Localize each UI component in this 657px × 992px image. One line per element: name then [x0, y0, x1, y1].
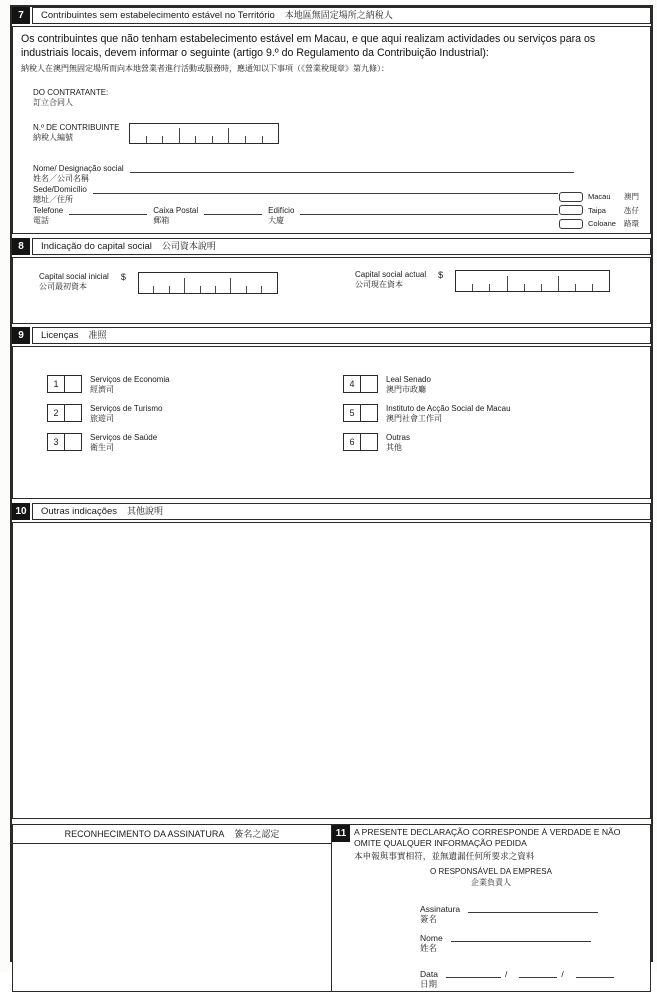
- declaration-text-zh: 本申報與事實相符，並無遺漏任何所要求之資料: [354, 851, 535, 861]
- capital-inicial-field[interactable]: [138, 272, 278, 294]
- licenca-2-label: [90, 404, 162, 424]
- licenca-2-box: [47, 404, 82, 422]
- section-10-number-badge: 10: [12, 503, 30, 520]
- responsavel-label-zh: 企業負責人: [471, 878, 511, 887]
- edificio-label-pt: Edifício: [268, 206, 295, 215]
- section-10-header: [12, 503, 651, 520]
- capital-inicial-currency: $: [120, 272, 126, 282]
- licenca-3-label-zh: 衛生司: [90, 443, 114, 452]
- licenca-6-label-zh: 其他: [386, 443, 402, 452]
- declaration-box: [331, 824, 651, 992]
- licenca-item-saude: [47, 433, 299, 453]
- caixa-postal-label-pt: Caixa Postal: [153, 206, 199, 215]
- section-10-title-pt: Outras indicações: [41, 506, 118, 517]
- reconhecimento-title-zh: 簽名之認定: [234, 829, 280, 839]
- licencas-column-2: [343, 375, 650, 498]
- coloane-label-pt: Coloane: [588, 219, 616, 228]
- section-7-title-pt: Contribuintes sem estabelecimento estável no Território: [41, 10, 275, 21]
- capital-inicial-group: [39, 272, 278, 294]
- section-8-title: [32, 238, 651, 255]
- section-9-header: [12, 327, 651, 344]
- licenca-item-leal-senado: [343, 375, 650, 395]
- edificio-label-zh: 大廈: [268, 216, 285, 225]
- reconhecimento-title: [13, 825, 331, 844]
- licenca-item-economia: [47, 375, 299, 395]
- nome-signature-label-zh: 姓名: [420, 943, 438, 953]
- section-7-title-zh: 本地區無固定場所之納稅人: [284, 10, 393, 20]
- data-label-zh: 日期: [420, 979, 438, 989]
- licenca-2-number: 2: [48, 405, 65, 421]
- nome-label-pt: Nome/ Designação social: [33, 164, 124, 173]
- assinatura-row: [420, 904, 650, 924]
- licenca-3-checkbox[interactable]: [65, 434, 81, 450]
- contribuinte-label-zh: 納稅人編號: [33, 133, 73, 142]
- licenca-1-number: 1: [48, 376, 65, 392]
- contribuinte-label: [33, 123, 129, 143]
- capital-inicial-label: [39, 272, 109, 292]
- contratante-label: [33, 88, 650, 108]
- section-9-title-zh: 准照: [88, 330, 107, 340]
- sede-fill-line[interactable]: [93, 185, 558, 194]
- data-year-fill-line[interactable]: [576, 969, 614, 978]
- reconhecimento-title-pt: RECONHECIMENTO DA ASSINATURA: [64, 829, 224, 839]
- capital-actual-label-zh: 公司現在資本: [355, 280, 403, 289]
- section-10-title-zh: 其他說明: [127, 506, 164, 516]
- licenca-6-number: 6: [344, 434, 361, 450]
- responsavel-label-pt: O RESPONSÁVEL DA EMPRESA: [430, 867, 552, 876]
- telefone-label: [33, 206, 63, 226]
- section-7-paragraph-pt: Os contribuintes que não tenham estabelecimento estável em Macau, e que aqui realizam actividades ou serviços para os industriais locais, devem informar o seguinte (artigo 9.º do Regulamento da Contribuição Industrial):: [21, 33, 596, 59]
- bottom-row: [12, 824, 651, 992]
- nome-signature-fill-line[interactable]: [451, 933, 591, 942]
- macau-checkbox[interactable]: [559, 192, 583, 202]
- section-9-title: [32, 327, 651, 344]
- licenca-item-accao-social: [343, 404, 650, 424]
- location-row-macau: [559, 191, 647, 202]
- macau-label-zh: 澳門: [624, 192, 639, 201]
- licencas-column-1: [47, 375, 299, 498]
- licenca-1-label: [90, 375, 170, 395]
- nome-fill-line[interactable]: [130, 164, 574, 173]
- date-separator-2: /: [561, 969, 564, 979]
- contribuinte-label-pt: N.º DE CONTRIBUINTE: [33, 123, 120, 132]
- telefone-fill-line[interactable]: [69, 206, 147, 215]
- capital-inicial-label-zh: 公司最初資本: [39, 282, 87, 291]
- licenca-4-label-zh: 澳門市政廳: [386, 385, 426, 394]
- licenca-item-outras: [343, 433, 650, 453]
- licenca-6-box: [343, 433, 378, 451]
- data-day-fill-line[interactable]: [446, 969, 501, 978]
- declaration-text-pt: A PRESENTE DECLARAÇÃO CORRESPONDE À VERDADE E NÃO OMITE QUALQUER INFORMAÇÃO PEDIDA: [354, 827, 621, 848]
- coloane-checkbox[interactable]: [559, 219, 583, 229]
- location-row-coloane: [559, 218, 647, 229]
- assinatura-fill-line[interactable]: [468, 904, 598, 913]
- section-10-title: [32, 503, 651, 520]
- responsavel-label: [332, 866, 650, 888]
- telefone-row: [33, 206, 650, 226]
- section-9-body: [12, 346, 651, 499]
- telefone-label-pt: Telefone: [33, 206, 64, 215]
- licenca-2-label-zh: 旅遊司: [90, 414, 114, 423]
- caixa-postal-label-zh: 郵箱: [153, 216, 170, 225]
- licenca-3-label: [90, 433, 157, 453]
- section-8-number-badge: 8: [12, 238, 30, 255]
- date-separator-1: /: [504, 969, 508, 979]
- licenca-3-number: 3: [48, 434, 65, 450]
- telefone-label-zh: 電話: [33, 216, 49, 225]
- capital-actual-field[interactable]: [455, 270, 610, 292]
- location-row-taipa: [559, 205, 647, 216]
- licenca-4-label-pt: Leal Senado: [386, 375, 431, 384]
- licenca-item-turismo: [47, 404, 299, 424]
- sede-label: [33, 185, 87, 205]
- section-7-title: [32, 7, 651, 24]
- declaration-header: [332, 825, 650, 862]
- assinatura-label-pt: Assinatura: [420, 904, 461, 914]
- licenca-4-label: [386, 375, 431, 395]
- licenca-3-label-pt: Serviços de Saúde: [90, 433, 158, 442]
- macau-label-pt: Macau: [588, 192, 611, 201]
- taipa-checkbox[interactable]: [559, 205, 583, 215]
- capital-actual-currency: $: [438, 270, 444, 280]
- section-8-body: [12, 257, 651, 324]
- coloane-label-zh: 路環: [624, 219, 639, 228]
- licenca-1-checkbox[interactable]: [65, 376, 81, 392]
- location-checkboxes: [559, 191, 647, 232]
- contribuinte-number-field[interactable]: [129, 123, 279, 144]
- edificio-label: [268, 206, 294, 226]
- licenca-4-box: [343, 375, 378, 393]
- section-11-number-badge: 11: [332, 825, 350, 842]
- licenca-3-box: [47, 433, 82, 451]
- licenca-4-number: 4: [344, 376, 361, 392]
- nome-label-zh: 姓名／公司名稱: [33, 174, 89, 183]
- licenca-5-number: 5: [344, 405, 361, 421]
- sede-label-zh: 總址／住所: [33, 195, 73, 204]
- licenca-4-checkbox[interactable]: [361, 376, 377, 392]
- assinatura-label: [420, 904, 460, 924]
- capital-actual-label-pt: Capital social actual: [355, 270, 427, 279]
- licenca-1-box: [47, 375, 82, 393]
- data-row: [420, 969, 650, 989]
- data-month-fill-line[interactable]: [519, 969, 557, 978]
- section-10-body[interactable]: [12, 522, 651, 819]
- nome-signature-label: [420, 933, 443, 953]
- caixa-postal-fill-line[interactable]: [204, 206, 262, 215]
- contratante-label-zh: 訂立合同人: [33, 98, 73, 107]
- declaration-text: [354, 825, 650, 862]
- nome-label: [33, 164, 124, 184]
- capital-actual-group: [355, 270, 610, 292]
- taipa-label-pt: Taipa: [588, 205, 606, 215]
- licenca-1-label-pt: Serviços de Economia: [90, 375, 170, 384]
- signature-block: [420, 904, 650, 989]
- licenca-6-label: [386, 433, 410, 453]
- nome-signature-row: [420, 933, 650, 953]
- section-8-title-pt: Indicação do capital social: [41, 241, 152, 252]
- contratante-label-pt: DO CONTRATANTE:: [33, 88, 109, 97]
- licenca-5-checkbox[interactable]: [361, 405, 377, 421]
- reconhecimento-box: [12, 824, 332, 992]
- section-8-title-zh: 公司資本說明: [161, 241, 216, 251]
- licenca-2-label-pt: Serviços de Turismo: [90, 404, 163, 413]
- licenca-5-label: [386, 404, 511, 424]
- licenca-6-label-pt: Outras: [386, 433, 411, 442]
- reconhecimento-blank-area[interactable]: [13, 844, 331, 992]
- caixa-postal-label: [153, 206, 198, 226]
- licenca-5-label-zh: 澳門社會工作司: [386, 414, 442, 423]
- section-7-paragraph-zh: 納稅人在澳門無固定場所而向本地營業者進行活動或服務時，應通知以下事項（《營業稅規章》第九條）：: [21, 64, 389, 73]
- nome-signature-label-pt: Nome: [420, 933, 443, 943]
- section-7-body: [12, 26, 651, 234]
- licenca-1-label-zh: 經濟司: [90, 385, 114, 394]
- sede-row: [33, 185, 650, 205]
- taipa-label-zh: 氹仔: [624, 205, 639, 215]
- section-8-header: [12, 238, 651, 255]
- capital-actual-label: [355, 270, 426, 290]
- nome-row: [33, 164, 650, 184]
- data-label: [420, 969, 438, 989]
- section-9-number-badge: 9: [12, 327, 30, 344]
- edificio-fill-line[interactable]: [300, 206, 558, 215]
- sede-label-pt: Sede/Domicílio: [33, 185, 87, 194]
- licenca-2-checkbox[interactable]: [65, 405, 81, 421]
- section-7-number-badge: 7: [12, 7, 30, 24]
- licenca-6-checkbox[interactable]: [361, 434, 377, 450]
- capital-inicial-label-pt: Capital social inicial: [39, 272, 109, 281]
- contribuinte-row: [33, 123, 650, 144]
- licenca-5-label-pt: Instituto de Acção Social de Macau: [386, 404, 511, 413]
- data-label-pt: Data: [420, 969, 438, 979]
- section-9-title-pt: Licenças: [41, 330, 79, 341]
- section-7-header: [12, 7, 651, 24]
- form-frame: [10, 5, 653, 989]
- licenca-5-box: [343, 404, 378, 422]
- assinatura-label-zh: 簽名: [420, 914, 438, 924]
